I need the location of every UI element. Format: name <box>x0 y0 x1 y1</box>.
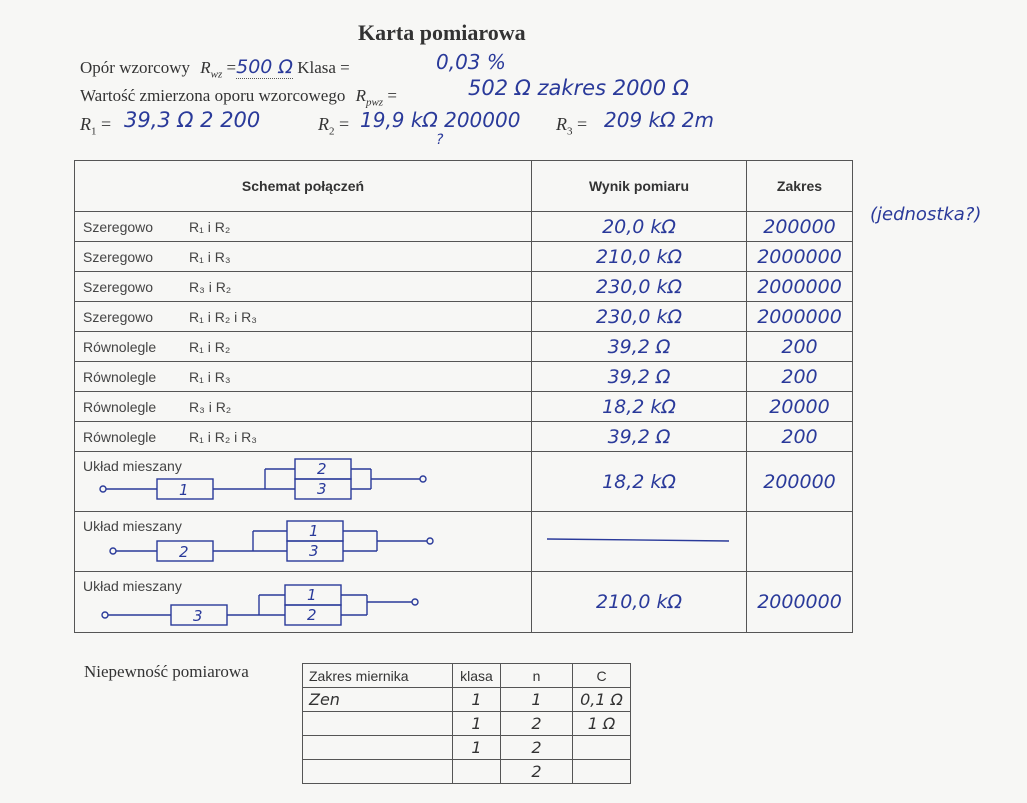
table-row <box>75 512 853 572</box>
connection-cell <box>75 212 532 242</box>
result-cell: 230,0 kΩ <box>532 272 747 302</box>
unc-n-cell: 2 <box>501 760 573 784</box>
standard-label: Opór wzorcowy <box>80 58 190 77</box>
unc-n-cell: 2 <box>501 736 573 760</box>
connection-resistors: R₃ i R₂ <box>189 278 232 295</box>
connection-type: Szeregowo <box>83 248 154 265</box>
unc-class-cell: 1 <box>453 688 501 712</box>
range-cell: 2000000 <box>747 272 853 302</box>
r1-value: 39,3 Ω 2 200 <box>124 108 261 132</box>
connection-cell <box>75 422 532 452</box>
unc-c-cell: 1 Ω <box>573 712 631 736</box>
table-row <box>303 760 631 784</box>
r3-value: 209 kΩ 2m <box>604 108 714 132</box>
connection-resistors: R₃ i R₂ <box>189 398 232 415</box>
table-row <box>75 332 853 362</box>
unc-range-cell <box>303 760 453 784</box>
table-row <box>75 392 853 422</box>
table-row <box>75 302 853 332</box>
table-row <box>75 212 853 242</box>
unc-range-cell <box>303 712 453 736</box>
class-label: Klasa = <box>297 58 350 77</box>
resistor-label: 2 <box>179 543 189 561</box>
connection-type: Równolegle <box>83 368 157 385</box>
mixed-circuit-cell <box>75 512 532 572</box>
result-cell: 230,0 kΩ <box>532 302 747 332</box>
header-range: Zakres <box>747 161 853 212</box>
connection-resistors: R₁ i R₃ <box>189 248 231 265</box>
unc-class-cell: 1 <box>453 712 501 736</box>
range-cell: 200 <box>747 362 853 392</box>
r1-label: $R_1$ = <box>80 114 112 138</box>
connection-resistors: R₁ i R₂ <box>189 218 231 235</box>
resistor-label: 2 <box>317 460 327 478</box>
standard-value: 500 Ω <box>236 56 293 78</box>
range-cell: 200000 <box>747 452 853 512</box>
dash-mark <box>539 529 739 549</box>
measured-label: Wartość zmierzona oporu wzorcowego <box>80 86 346 105</box>
result-cell: 18,2 kΩ <box>532 392 747 422</box>
r2-label: $R_2$ = <box>318 114 350 138</box>
unc-header-n: n <box>501 664 573 688</box>
unc-n-cell: 1 <box>501 688 573 712</box>
unc-c-cell <box>573 760 631 784</box>
result-cell: 210,0 kΩ <box>532 572 747 633</box>
result-cell: 39,2 Ω <box>532 332 747 362</box>
result-cell: 210,0 kΩ <box>532 242 747 272</box>
mixed-label: Układ mieszany <box>83 458 182 474</box>
table-row <box>303 736 631 760</box>
unc-range-cell: Zen <box>303 688 453 712</box>
connection-cell <box>75 302 532 332</box>
connection-cell <box>75 332 532 362</box>
resistor-label: 1 <box>309 522 319 540</box>
circuit-diagram-3 <box>75 572 532 632</box>
table-header-row <box>75 161 853 212</box>
uncertainty-label: Niepewność pomiarowa <box>84 662 249 681</box>
range-cell: 200000 <box>747 212 853 242</box>
table-row <box>75 452 853 512</box>
mixed-circuit-cell <box>75 572 532 633</box>
table-row <box>303 688 631 712</box>
mixed-label: Układ mieszany <box>83 518 182 534</box>
resistor-label: 2 <box>307 606 317 624</box>
result-cell: 39,2 Ω <box>532 362 747 392</box>
measured-symbol: R <box>355 86 366 105</box>
unc-c-cell: 0,1 Ω <box>573 688 631 712</box>
table-row <box>75 572 853 633</box>
result-cell: 18,2 kΩ <box>532 452 747 512</box>
connection-type: Szeregowo <box>83 218 154 235</box>
resistor-label: 1 <box>179 481 189 499</box>
table-row <box>303 712 631 736</box>
mixed-circuit-cell <box>75 452 532 512</box>
range-cell: 200 <box>747 422 853 452</box>
r2-note: ? <box>436 132 444 148</box>
connection-resistors: R₁ i R₂ <box>189 338 231 355</box>
table-row <box>75 362 853 392</box>
uncertainty-table <box>302 663 631 784</box>
range-cell: 2000000 <box>747 302 853 332</box>
unc-header-c: C <box>573 664 631 688</box>
unit-side-note: (jednostka?) <box>870 204 982 225</box>
resistor-label: 3 <box>193 607 203 625</box>
uncertainty-header-row <box>303 664 631 688</box>
measured-value: 502 Ω zakres 2000 Ω <box>468 76 689 100</box>
connection-cell <box>75 272 532 302</box>
connection-type: Równolegle <box>83 398 157 415</box>
measured-sub: pwz <box>365 96 384 109</box>
r3-label: $R_3$ = <box>556 114 588 138</box>
measured-standard-line: Wartość zmierzona oporu wzorcowego $R_{pwz}$ = <box>80 86 397 109</box>
standard-resistor-line: Opór wzorcowy $R_{wz} =500$ Ω Klasa = <box>80 56 350 81</box>
unc-c-cell <box>573 736 631 760</box>
table-row <box>75 422 853 452</box>
result-cell <box>532 512 747 572</box>
unc-class-cell: 1 <box>453 736 501 760</box>
result-cell: 20,0 kΩ <box>532 212 747 242</box>
unc-n-cell: 2 <box>501 712 573 736</box>
connection-resistors: R₁ i R₂ i R₃ <box>189 428 257 445</box>
class-value: 0,03 % <box>436 50 506 74</box>
connection-resistors: R₁ i R₂ i R₃ <box>189 308 257 325</box>
range-cell <box>747 512 853 572</box>
range-cell: 2000000 <box>747 242 853 272</box>
range-cell: 20000 <box>747 392 853 422</box>
connection-type: Równolegle <box>83 428 157 445</box>
standard-sub: wz <box>210 68 223 81</box>
header-result: Wynik pomiaru <box>532 161 747 212</box>
table-row <box>75 272 853 302</box>
connection-resistors: R₁ i R₃ <box>189 368 231 385</box>
standard-symbol: R <box>200 58 211 77</box>
connection-type: Równolegle <box>83 338 157 355</box>
resistor-label: 3 <box>317 480 327 498</box>
circuit-diagram-1 <box>75 452 532 512</box>
range-cell: 200 <box>747 332 853 362</box>
unc-header-class: klasa <box>453 664 501 688</box>
connection-cell <box>75 362 532 392</box>
connection-cell <box>75 242 532 272</box>
connection-type: Szeregowo <box>83 278 154 295</box>
mixed-label: Układ mieszany <box>83 578 182 594</box>
measurement-table <box>74 160 853 633</box>
unc-header-range: Zakres miernika <box>303 664 453 688</box>
range-cell: 2000000 <box>747 572 853 633</box>
table-row <box>75 242 853 272</box>
resistor-label: 3 <box>309 542 319 560</box>
header-schema: Schemat połączeń <box>75 161 532 212</box>
connection-cell <box>75 392 532 422</box>
connection-type: Szeregowo <box>83 308 154 325</box>
resistor-label: 1 <box>307 586 317 604</box>
result-cell: 39,2 Ω <box>532 422 747 452</box>
circuit-diagram-2 <box>75 512 532 572</box>
page-title: Karta pomiarowa <box>358 20 526 45</box>
unc-range-cell <box>303 736 453 760</box>
r2-value: 19,9 kΩ 200000 <box>360 108 521 132</box>
unc-class-cell <box>453 760 501 784</box>
